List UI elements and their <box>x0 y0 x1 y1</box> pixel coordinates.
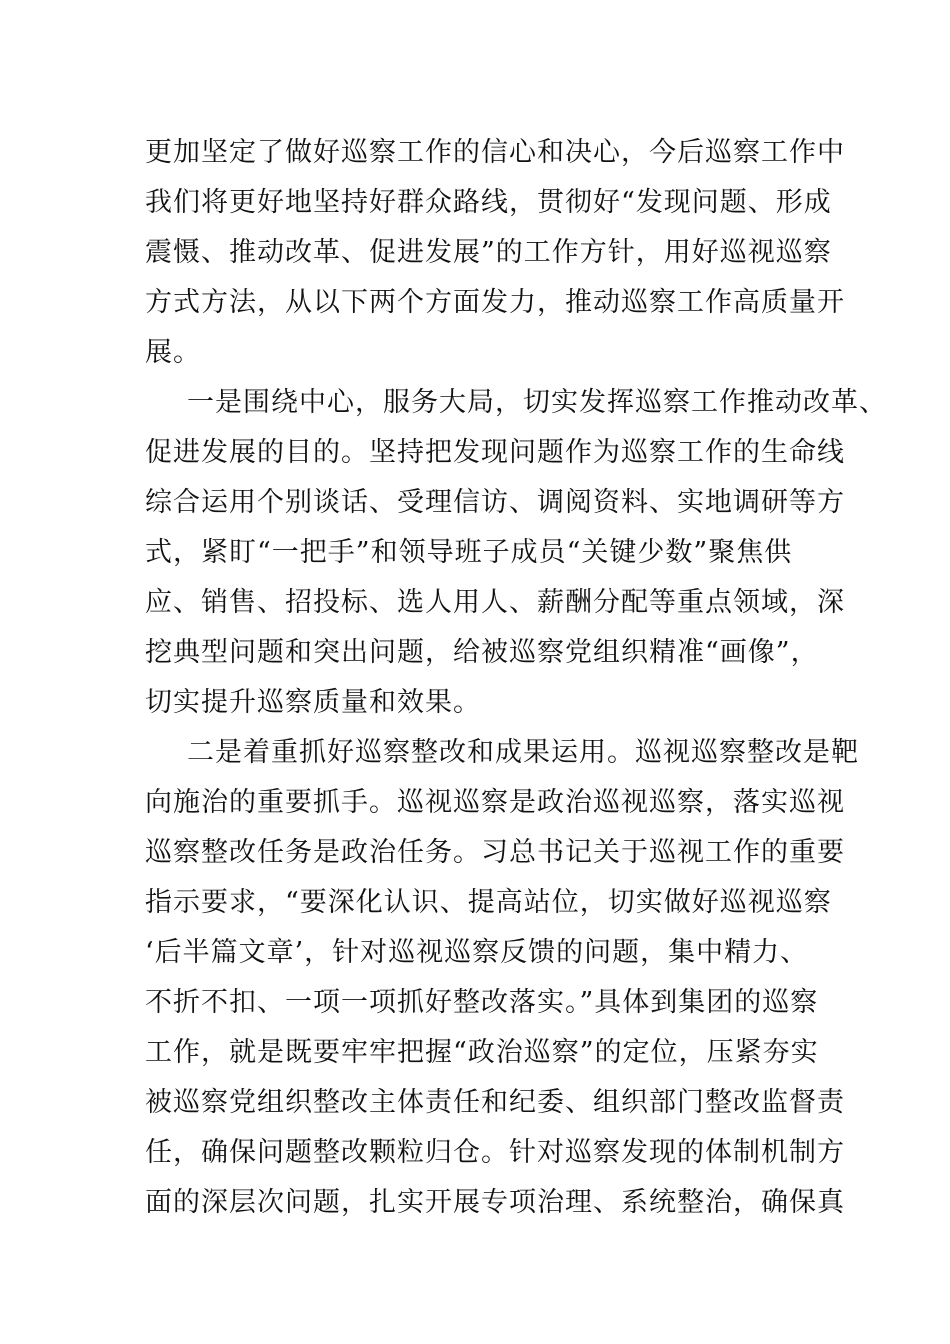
text-line: 挖典型问题和突出问题，给被巡察党组织精准“画像”， <box>145 637 819 668</box>
paragraph-start-line: 一是围绕中心，服务大局，切实发挥巡察工作推动改革、 <box>187 387 887 418</box>
text-line: 展。 <box>145 337 201 368</box>
text-line: 任，确保问题整改颗粒归仓。针对巡察发现的体制机制方 <box>145 1137 845 1168</box>
text-line: 式，紧盯“一把手”和领导班子成员“关键少数”聚焦供 <box>145 537 793 568</box>
text-line: 更加坚定了做好巡察工作的信心和决心，今后巡察工作中 <box>145 137 845 168</box>
text-line: 震慑、推动改革、促进发展”的工作方针，用好巡视巡察 <box>145 237 832 268</box>
text-line: 面的深层次问题，扎实开展专项治理、系统整治，确保真 <box>145 1187 845 1218</box>
text-line: 我们将更好地坚持好群众路线，贯彻好“发现问题、形成 <box>145 187 832 218</box>
text-line: 不折不扣、一项一项抓好整改落实。”具体到集团的巡察 <box>145 987 819 1018</box>
text-line: 促进发展的目的。坚持把发现问题作为巡察工作的生命线 <box>145 437 845 468</box>
text-line: 被巡察党组织整改主体责任和纪委、组织部门整改监督责 <box>145 1087 845 1118</box>
text-line: 工作，就是既要牢牢把握“政治巡察”的定位，压紧夯实 <box>145 1037 819 1068</box>
paragraph-start-line: 二是着重抓好巡察整改和成果运用。巡视巡察整改是靶 <box>187 737 859 768</box>
text-line: 向施治的重要抓手。巡视巡察是政治巡视巡察，落实巡视 <box>145 787 845 818</box>
text-line: 应、销售、招投标、选人用人、薪酬分配等重点领域，深 <box>145 587 845 618</box>
text-line: 切实提升巡察质量和效果。 <box>145 687 481 718</box>
text-line: 综合运用个别谈话、受理信访、调阅资料、实地调研等方 <box>145 487 845 518</box>
body-text <box>145 128 887 1228</box>
text-line: ‘后半篇文章’，针对巡视巡察反馈的问题，集中精力、 <box>145 937 809 968</box>
text-line: 指示要求，“要深化认识、提高站位，切实做好巡视巡察 <box>145 887 832 918</box>
text-line: 方式方法，从以下两个方面发力，推动巡察工作高质量开 <box>145 287 845 318</box>
text-line: 巡察整改任务是政治任务。习总书记关于巡视工作的重要 <box>145 837 845 868</box>
